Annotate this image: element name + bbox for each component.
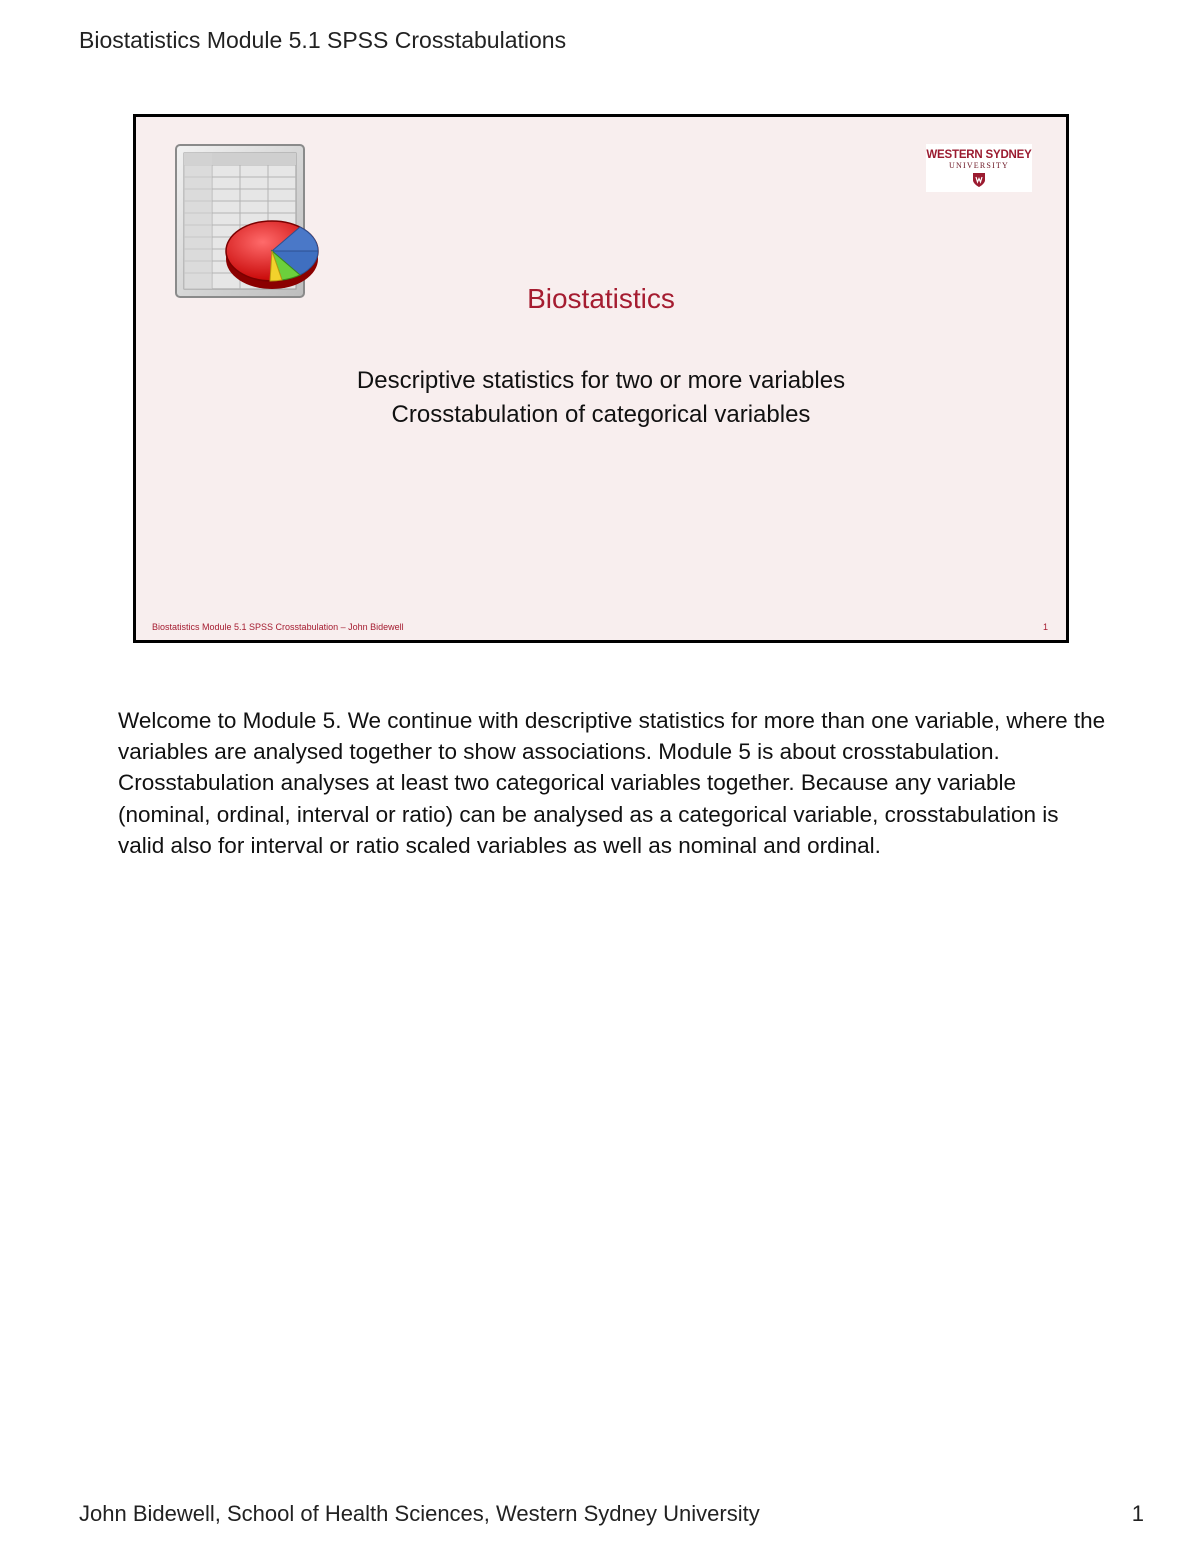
- slide-title: Biostatistics: [527, 283, 675, 314]
- speaker-notes: Welcome to Module 5. We continue with descriptive statistics for more than one variable, where the variables are analysed together to show associations. Module 5 is about crosstabulation. Crosstabulation analyses at least two categorical variables together. Because any variable (nominal, ordinal, interval or ratio) can be analysed as a categorical variable, crosstabulation is valid also for interval or ratio scaled variables as well as nominal and ordinal.: [118, 708, 1106, 858]
- page-footer: John Bidewell, School of Health Sciences, Western Sydney University: [79, 1501, 760, 1526]
- slide-subtitle-2: Crosstabulation of categorical variables: [391, 401, 811, 428]
- university-logo: [926, 144, 1032, 192]
- logo-line-1: WESTERN SYDNEY: [926, 149, 1032, 161]
- page-number: 1: [1131, 1501, 1144, 1526]
- slide-thumbnail: [133, 114, 1069, 643]
- slide-footer: Biostatistics Module 5.1 SPSS Crosstabulation – John Bidewell: [152, 622, 404, 632]
- slide-number: 1: [1042, 622, 1048, 632]
- shield-icon: [972, 172, 986, 188]
- logo-line-2: UNIVERSITY: [949, 161, 1009, 170]
- spreadsheet-pie-chart-icon: [162, 137, 322, 307]
- slide-subtitle-1: Descriptive statistics for two or more variables: [356, 367, 846, 394]
- page-header: Biostatistics Module 5.1 SPSS Crosstabulations: [79, 27, 567, 53]
